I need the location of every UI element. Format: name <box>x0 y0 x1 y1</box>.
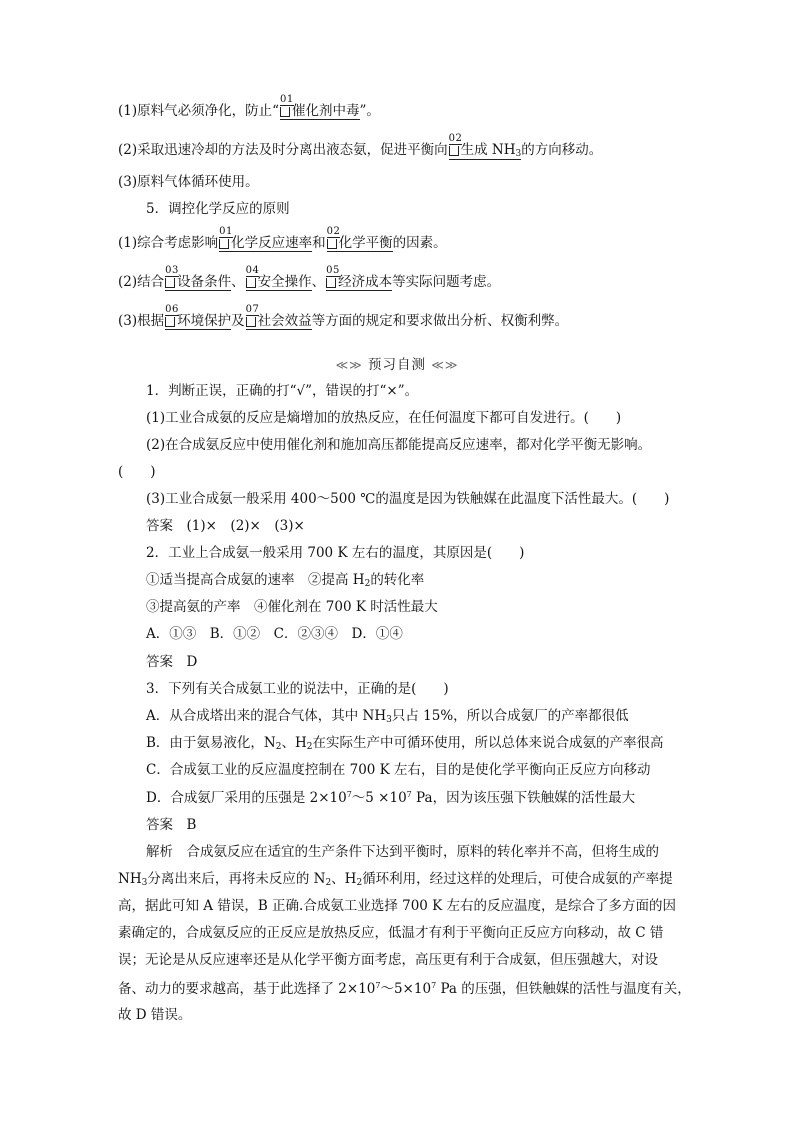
section-title-text: 预习自测 <box>368 357 426 373</box>
blank-answer: 化学反应速率 <box>231 235 313 251</box>
answer-value: (1)× (2)× (3)× <box>186 518 305 534</box>
blank-box-icon <box>165 317 175 327</box>
superscript: 7 <box>431 981 437 990</box>
question-stem: 1．判断正误，正确的打“√”，错误的打“×”。 <box>146 383 419 399</box>
blank-answer: 设备条件 <box>177 274 232 290</box>
text: 等方面的规定和要求做出分析、权衡利弊。 <box>311 313 569 329</box>
explanation-line: 高，据此可知 A 错误，B 正确.合成氨工业选择 700 K 左右的反应温度，是综合了多方面的因 <box>118 898 677 914</box>
text-line <box>118 304 569 330</box>
blank-number: 05 <box>326 265 340 276</box>
section-heading: 5．调控化学反应的原则 <box>146 201 290 217</box>
answer-label: 答案 <box>146 654 173 670</box>
text: (1)原料气必须净化，防止“ <box>118 103 280 119</box>
blank-number: 01 <box>219 226 233 237</box>
text: 及 <box>231 313 245 329</box>
text: 、H <box>331 871 357 887</box>
text: 等实际问题考虑。 <box>392 274 501 290</box>
text: D．合成氨厂采用的压强是 2×10 <box>146 790 347 806</box>
text: 的因素。 <box>392 235 447 251</box>
text: 的转化率 <box>370 572 425 588</box>
text: 合成氨反应在适宜的生产条件下达到平衡时，原料的转化率并不高，但将生成的 <box>186 844 659 860</box>
text: 和 <box>312 235 326 251</box>
text: 在实际生产中可循环使用，所以总体来说合成氨的产率很高 <box>312 735 664 751</box>
blank-answer: 催化剂中毒 <box>292 103 360 119</box>
text: ①适当提高合成氨的速率 ②提高 H <box>146 572 365 588</box>
answer-line <box>146 819 196 833</box>
text: 、 <box>231 274 245 290</box>
text: Pa，因为该压强下铁触媒的活性最大 <box>411 790 636 806</box>
section-title <box>0 353 794 373</box>
left-ornament-icon: ≪≫ <box>335 358 363 372</box>
text: NH <box>118 871 142 887</box>
fill-blank <box>326 265 393 291</box>
fill-blank <box>448 133 522 160</box>
text: Pa 的压强，但铁触媒的活性与温度有关， <box>436 981 691 997</box>
blank-box-icon <box>280 107 290 117</box>
fill-blank <box>165 304 232 330</box>
choice-a <box>146 710 629 725</box>
text-line <box>118 94 380 120</box>
question-stem: 3．下列有关合成氨工业的说法中，正确的是( ) <box>146 681 449 697</box>
subscript: 3 <box>141 878 148 888</box>
fill-blank <box>219 226 313 252</box>
text: (3)根据 <box>118 313 165 329</box>
answer-value: D <box>186 654 198 670</box>
blank-answer: 环境保护 <box>177 313 232 329</box>
blank-box-icon <box>327 239 337 249</box>
text: 循环利用，经过这样的处理后，可使合成氨的产率提 <box>362 871 673 887</box>
choice-d <box>146 791 635 806</box>
blank-box-icon <box>326 278 336 288</box>
statement: (3)工业合成氨一般采用 400～500 ℃的温度是因为铁触媒在此温度下活性最大。( ) <box>146 491 670 507</box>
blank-box-icon <box>165 278 175 288</box>
fill-blank <box>245 265 312 291</box>
option-line: ③提高氨的产率 ④催化剂在 700 K 时活性最大 <box>146 599 438 615</box>
fill-blank <box>245 304 312 330</box>
statement: (1)工业合成氨的反应是熵增加的放热反应，在任何温度下都可自发进行。( ) <box>146 410 622 426</box>
text: 只占 15%，所以合成氨厂的产率都很低 <box>391 708 629 724</box>
choice-b <box>146 737 663 752</box>
explanation-line <box>118 982 691 997</box>
subscript: 3 <box>515 149 522 159</box>
subscript: 2 <box>364 579 371 589</box>
answer-label: 答案 <box>146 817 173 833</box>
subscript: 2 <box>275 742 282 752</box>
text: ～5×10 <box>380 981 432 997</box>
question-stem: 2．工业上合成氨一般采用 700 K 左右的温度，其原因是( ) <box>146 545 525 561</box>
blank-box-icon <box>219 239 229 249</box>
answer-value: B <box>186 817 197 833</box>
blank-number: 06 <box>165 304 179 315</box>
superscript: 7 <box>346 790 352 799</box>
text: ～5 ×10 <box>351 790 407 806</box>
text: (2)结合 <box>118 274 165 290</box>
explanation-label: 解析 <box>146 844 173 860</box>
answer-line <box>146 656 197 670</box>
text: 备、动力的要求越高，基于此选择了 2×10 <box>118 981 376 997</box>
subscript: 3 <box>386 715 392 725</box>
explanation-line <box>118 873 673 888</box>
text-line <box>118 226 447 252</box>
text: 分离出来后，再将未反应的 N <box>147 871 326 887</box>
blank-answer: 安全操作 <box>257 274 312 290</box>
blank-box-icon <box>449 146 459 156</box>
answer-line <box>146 520 305 534</box>
fill-blank <box>165 265 232 291</box>
text-line <box>118 133 603 160</box>
blank-number: 03 <box>165 265 179 276</box>
explanation-line <box>146 846 659 860</box>
statement: (2)在合成氨反应中使用催化剂和施加高压都能提高反应速率，都对化学平衡无影响。 <box>146 437 652 453</box>
text: ”。 <box>359 103 380 119</box>
blank-box-icon <box>246 278 256 288</box>
superscript: 7 <box>375 981 381 990</box>
fill-blank <box>280 94 360 120</box>
blank-answer: 社会效益 <box>257 313 312 329</box>
blank-number: 07 <box>245 304 260 315</box>
blank-number: 01 <box>280 94 294 105</box>
text: A．从合成塔出来的混合气体，其中 NH <box>146 708 387 724</box>
explanation-line: 误；无论是从反应速率还是从化学平衡方面考虑，高压更有利于合成氨，但压强越大，对设 <box>118 952 658 968</box>
option-line <box>146 574 424 589</box>
statement-continued: ( ) <box>118 464 156 480</box>
text: 、H <box>281 735 307 751</box>
text: (2)采取迅速冷却的方法及时分离出液态氨，促进平衡向 <box>118 142 448 158</box>
blank-number: 02 <box>448 133 463 144</box>
blank-box-icon <box>246 317 256 327</box>
text-line: (3)原料气体循环使用。 <box>118 174 259 190</box>
choices-line: A．①③ B．①② C．②③④ D．①④ <box>146 626 403 642</box>
blank-number: 02 <box>326 226 341 237</box>
text-line <box>118 265 501 291</box>
blank-answer: 化学平衡 <box>338 235 393 251</box>
superscript: 7 <box>406 790 412 799</box>
blank-number: 04 <box>245 265 260 276</box>
text: B．由于氨易液化，N <box>146 735 276 751</box>
explanation-line: 素确定的，合成氨反应的正反应是放热反应，低温才有利于平衡向正反应方向移动，故 C 错 <box>118 925 664 941</box>
subscript: 2 <box>306 742 313 752</box>
blank-answer: 经济成本 <box>338 274 393 290</box>
subscript: 2 <box>356 878 363 888</box>
answer-label: 答案 <box>146 518 173 534</box>
text: 、 <box>311 274 326 290</box>
explanation-line: 故 D 错误。 <box>118 1007 192 1023</box>
blank-answer: 生成 NH <box>460 142 516 158</box>
choice-c: C．合成氨工业的反应温度控制在 700 K 左右，目的是使化学平衡向正反应方向移动 <box>146 762 651 778</box>
fill-blank <box>326 226 393 252</box>
subscript: 2 <box>325 878 332 888</box>
text: (1)综合考虑影响 <box>118 235 219 251</box>
right-ornament-icon: ≪≫ <box>431 358 459 372</box>
text: 的方向移动。 <box>521 142 603 158</box>
